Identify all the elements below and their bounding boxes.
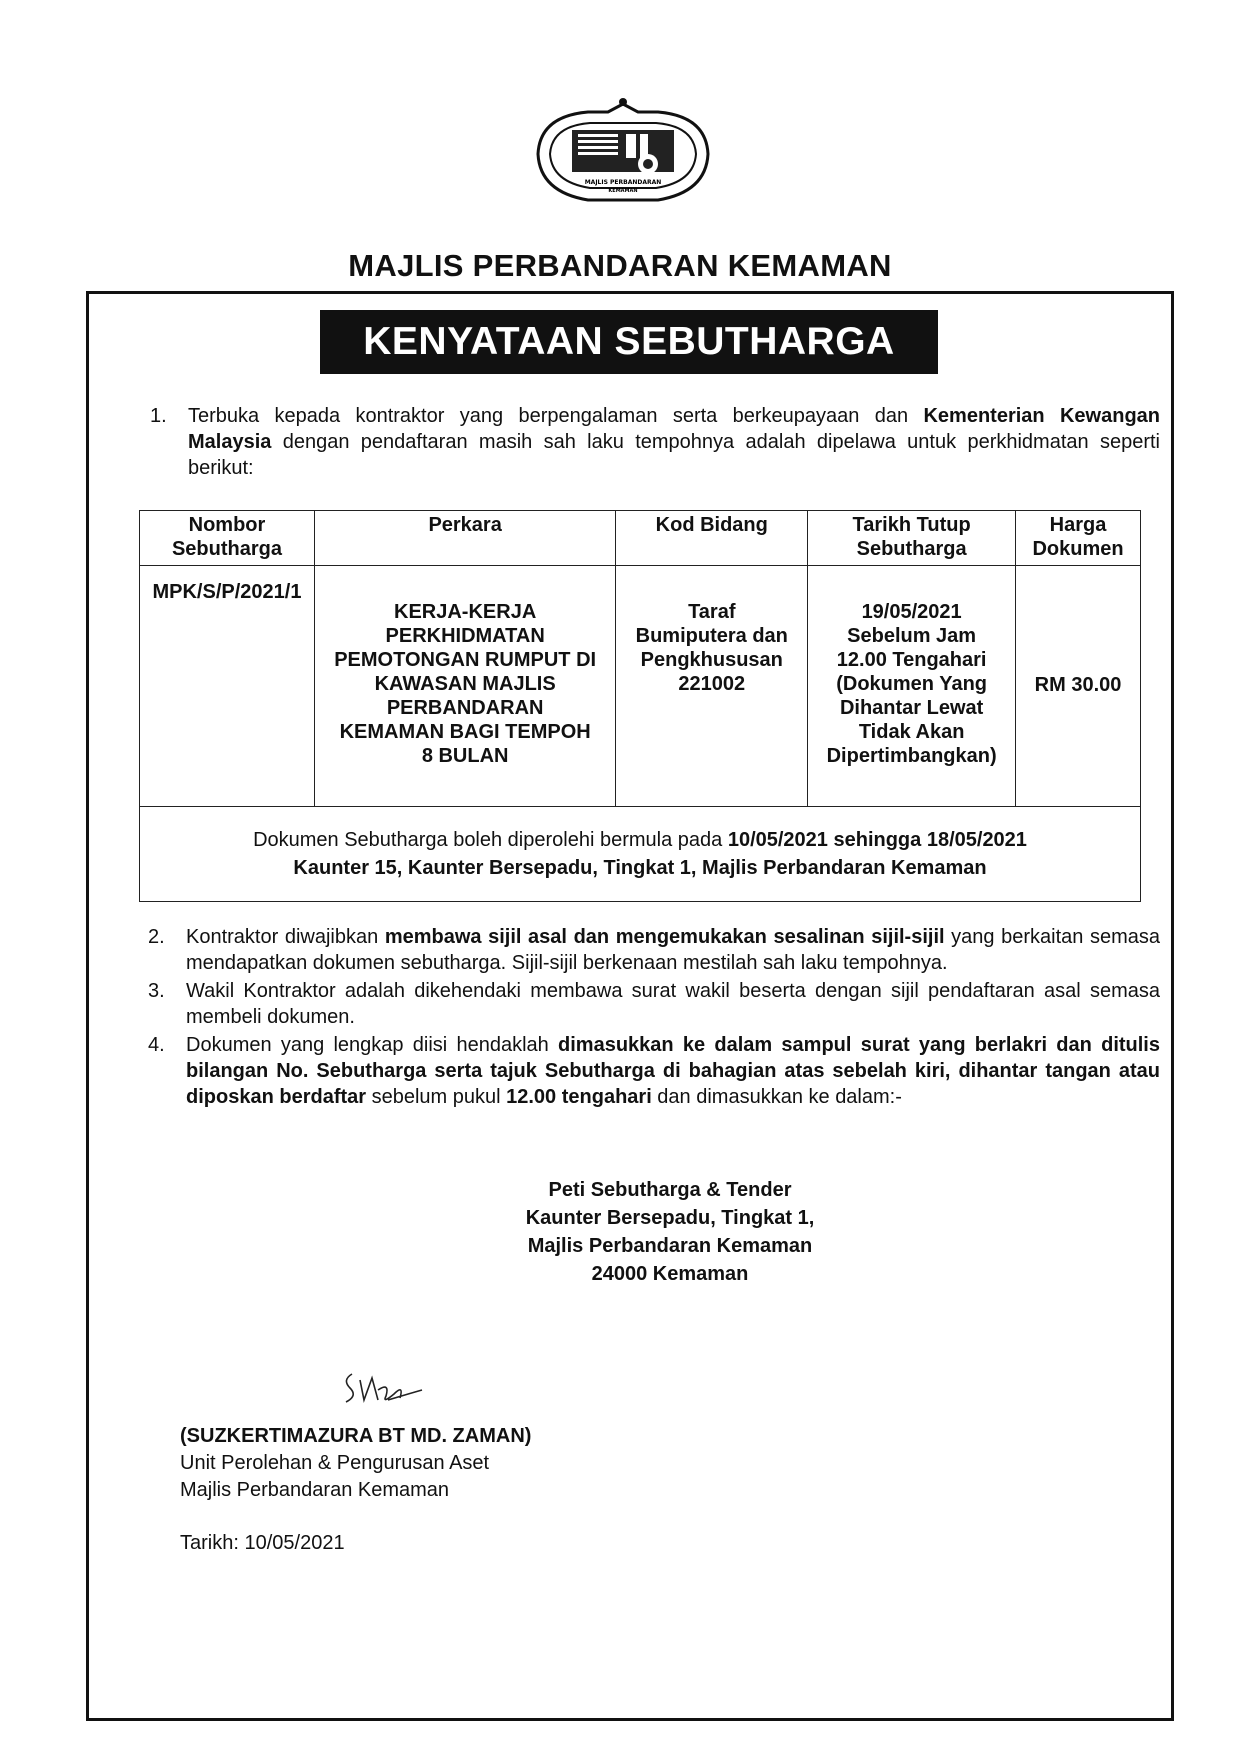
table-header-row — [140, 511, 1141, 566]
para3-number: 3. — [148, 980, 165, 1002]
address-line-4: 24000 Kemaman — [591, 1263, 749, 1285]
quotation-table — [139, 510, 1141, 902]
submission-address — [460, 1176, 880, 1288]
cell-tarikh: 19/05/2021 Sebelum Jam 12.00 Tengahari (Dokumen Yang Dihantar Lewat Tidak Akan Dipertimbangkan) — [808, 566, 1016, 807]
logo-text-bottom: KEMAMAN — [608, 188, 638, 194]
cell-nombor: MPK/S/P/2021/1 — [140, 566, 315, 807]
address-line-1: Peti Sebutharga & Tender — [548, 1179, 792, 1201]
org-title: MAJLIS PERBANDARAN KEMAMAN — [348, 248, 892, 283]
footer-bold-2: Kaunter 15, Kaunter Bersepadu, Tingkat 1, Majlis Perbandaran Kemaman — [293, 857, 987, 879]
address-line-2: Kaunter Bersepadu, Tingkat 1, — [525, 1207, 815, 1229]
header-perkara: Perkara — [314, 511, 615, 566]
para1-number: 1. — [150, 405, 167, 427]
para1-bold-1: Kementerian Kewangan Malaysia — [188, 405, 1161, 453]
address-line-3: Majlis Perbandaran Kemaman — [527, 1235, 813, 1257]
footer-text-1: Dokumen Sebutharga boleh diperolehi bermula pada — [253, 829, 728, 851]
table-footer-row — [140, 807, 1141, 902]
cell-kod: Taraf Bumiputera dan Pengkhususan 221002 — [616, 566, 808, 807]
logo-text-top: MAJLIS PERBANDARAN — [584, 179, 662, 186]
table-footer — [140, 807, 1141, 902]
signer-block — [180, 1423, 531, 1504]
notice-banner: KENYATAAN SEBUTHARGA — [320, 310, 938, 374]
para1 — [188, 403, 1160, 481]
header-nombor: Nombor Sebutharga — [140, 511, 315, 566]
para4: Dokumen yang lengkap diisi hendaklah dimasukkan ke dalam sampul surat yang berlakri dan ditulis bilangan No. Sebutharga serta tajuk Sebutharga di bahagian atas sebelah kiri, dihantar tangan atau diposkan berdaftar sebelum pukul 12.00 tengahari dan dimasukkan ke dalam:- — [186, 1034, 1160, 1108]
header-harga: Harga Dokumen — [1016, 511, 1141, 566]
header-tarikh: Tarikh Tutup Sebutharga — [808, 511, 1016, 566]
para2: Kontraktor diwajibkan membawa sijil asal dan mengemukakan sesalinan sijil-sijil yang berkaitan semasa mendapatkan dokumen sebutharga. Sijil-sijil berkenaan mestilah sah laku tempohnya. — [186, 926, 1161, 974]
footer-bold-1: 10/05/2021 sehingga 18/05/2021 — [727, 829, 1027, 851]
signature-icon — [338, 1360, 438, 1410]
signer-name: (SUZKERTIMAZURA BT MD. ZAMAN) — [180, 1425, 532, 1447]
cell-harga: RM 30.00 — [1016, 566, 1141, 807]
signer-org: Majlis Perbandaran Kemaman — [180, 1479, 450, 1501]
signer-unit: Unit Perolehan & Pengurusan Aset — [180, 1452, 490, 1474]
table-row — [140, 566, 1141, 807]
para2-number: 2. — [148, 926, 165, 948]
header-kod: Kod Bidang — [616, 511, 808, 566]
cell-perkara: KERJA-KERJA PERKHIDMATAN PEMOTONGAN RUMPUT DI KAWASAN MAJLIS PERBANDARAN KEMAMAN BAGI TEMPOH 8 BULAN — [314, 566, 615, 807]
para1-text-1: Terbuka kepada kontraktor yang berpengalaman serta berkeupayaan dan — [188, 405, 924, 427]
para1-text-2: dengan pendaftaran masih sah laku tempohnya adalah dipelawa untuk perkhidmatan seperti berikut: — [188, 431, 1160, 479]
notice-date: Tarikh: 10/05/2021 — [180, 1532, 345, 1554]
para4-number: 4. — [148, 1034, 165, 1056]
council-logo — [528, 96, 718, 214]
para3: Wakil Kontraktor adalah dikehendaki membawa surat wakil beserta dengan sijil pendaftaran asal semasa membeli dokumen. — [186, 980, 1160, 1028]
